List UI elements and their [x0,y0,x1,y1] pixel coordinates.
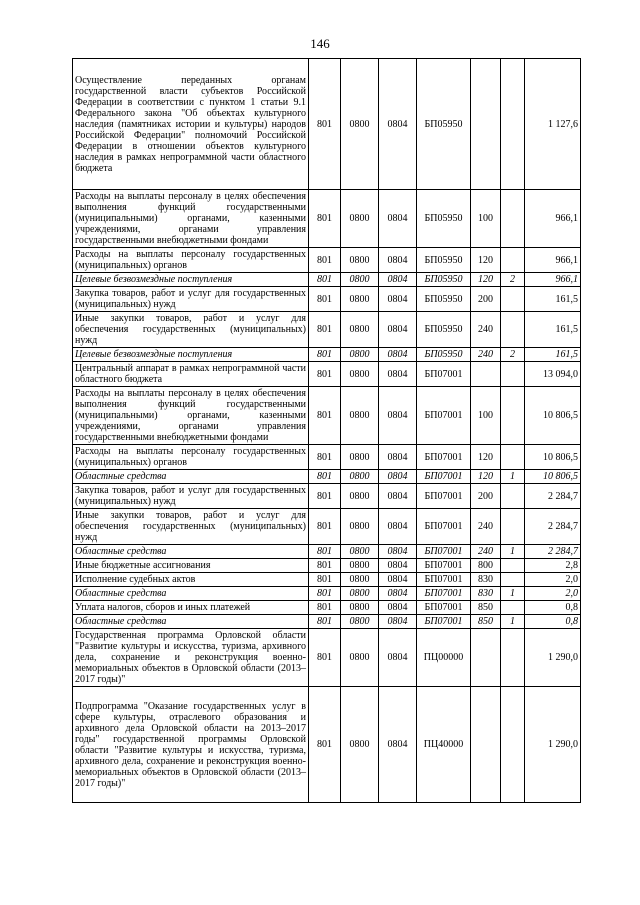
funding-source-code [501,509,525,545]
table-row [73,601,581,615]
funding-source-code [501,484,525,509]
grbs-code: 801 [309,601,341,615]
grbs-code: 801 [309,59,341,190]
expense-type-code: 240 [471,509,501,545]
subsection-code: 0804 [379,687,417,803]
grbs-code: 801 [309,470,341,484]
table-row [73,545,581,559]
funding-source-code: 2 [501,273,525,287]
grbs-code: 801 [309,615,341,629]
table-row [73,348,581,362]
funding-source-code [501,387,525,445]
table-row [73,573,581,587]
grbs-code: 801 [309,559,341,573]
table-row [73,687,581,803]
grbs-code: 801 [309,387,341,445]
row-name: Центральный аппарат в рамках непрограммной части областного бюджета [73,362,309,387]
funding-source-code: 1 [501,615,525,629]
table-row [73,190,581,248]
row-name: Закупка товаров, работ и услуг для государственных (муниципальных) нужд [73,484,309,509]
row-name: Расходы на выплаты персоналу в целях обеспечения выполнения функций государственными (муниципальными) органами, казенными учреждениями, органами управления государственными внебюджетными фондами [73,387,309,445]
subsection-code: 0804 [379,629,417,687]
amount: 161,5 [525,312,581,348]
row-name: Областные средства [73,615,309,629]
section-code: 0800 [341,587,379,601]
section-code: 0800 [341,559,379,573]
subsection-code: 0804 [379,287,417,312]
target-article-code: БП07001 [417,545,471,559]
grbs-code: 801 [309,687,341,803]
section-code: 0800 [341,59,379,190]
table-row [73,287,581,312]
funding-source-code [501,559,525,573]
row-name: Целевые безвозмездные поступления [73,273,309,287]
amount: 966,1 [525,273,581,287]
funding-source-code [501,248,525,273]
section-code: 0800 [341,445,379,470]
funding-source-code [501,573,525,587]
table-row [73,470,581,484]
target-article-code: БП07001 [417,470,471,484]
subsection-code: 0804 [379,509,417,545]
amount: 10 806,5 [525,445,581,470]
subsection-code: 0804 [379,573,417,587]
expense-type-code [471,687,501,803]
grbs-code: 801 [309,545,341,559]
amount: 966,1 [525,190,581,248]
row-name: Областные средства [73,587,309,601]
section-code: 0800 [341,484,379,509]
expense-type-code: 120 [471,273,501,287]
table-row [73,273,581,287]
target-article-code: ПЦ40000 [417,687,471,803]
subsection-code: 0804 [379,470,417,484]
target-article-code: БП07001 [417,509,471,545]
table-row [73,587,581,601]
row-name: Иные закупки товаров, работ и услуг для обеспечения государственных (муниципальных) нужд [73,312,309,348]
table-row [73,387,581,445]
subsection-code: 0804 [379,362,417,387]
grbs-code: 801 [309,573,341,587]
row-name: Расходы на выплаты персоналу в целях обеспечения выполнения функций государственными (муниципальными) органами, казенными учреждениями, органами управления государственными внебюджетными фондами [73,190,309,248]
subsection-code: 0804 [379,190,417,248]
amount: 161,5 [525,348,581,362]
subsection-code: 0804 [379,387,417,445]
table-row [73,445,581,470]
funding-source-code [501,601,525,615]
grbs-code: 801 [309,445,341,470]
section-code: 0800 [341,601,379,615]
expense-type-code: 120 [471,248,501,273]
grbs-code: 801 [309,484,341,509]
section-code: 0800 [341,387,379,445]
subsection-code: 0804 [379,312,417,348]
target-article-code: БП05950 [417,287,471,312]
subsection-code: 0804 [379,59,417,190]
section-code: 0800 [341,629,379,687]
table-row [73,615,581,629]
funding-source-code: 1 [501,470,525,484]
table-row [73,312,581,348]
target-article-code: БП05950 [417,190,471,248]
table-row [73,59,581,190]
expense-type-code: 830 [471,587,501,601]
amount: 2 284,7 [525,509,581,545]
row-name: Расходы на выплаты персоналу государственных (муниципальных) органов [73,445,309,470]
expense-type-code: 200 [471,287,501,312]
amount: 161,5 [525,287,581,312]
target-article-code: ПЦ00000 [417,629,471,687]
amount: 13 094,0 [525,362,581,387]
row-name: Областные средства [73,470,309,484]
funding-source-code [501,190,525,248]
amount: 2,0 [525,573,581,587]
expense-type-code: 100 [471,190,501,248]
subsection-code: 0804 [379,248,417,273]
target-article-code: БП07001 [417,615,471,629]
section-code: 0800 [341,545,379,559]
amount: 2 284,7 [525,545,581,559]
row-name: Областные средства [73,545,309,559]
grbs-code: 801 [309,348,341,362]
subsection-code: 0804 [379,348,417,362]
target-article-code: БП07001 [417,587,471,601]
expense-type-code: 850 [471,615,501,629]
target-article-code: БП05950 [417,273,471,287]
amount: 2 284,7 [525,484,581,509]
funding-source-code [501,362,525,387]
amount: 1 127,6 [525,59,581,190]
amount: 966,1 [525,248,581,273]
row-name: Расходы на выплаты персоналу государственных (муниципальных) органов [73,248,309,273]
amount: 2,8 [525,559,581,573]
funding-source-code [501,445,525,470]
section-code: 0800 [341,509,379,545]
subsection-code: 0804 [379,587,417,601]
page-number: 146 [310,36,330,51]
section-code: 0800 [341,470,379,484]
section-code: 0800 [341,348,379,362]
grbs-code: 801 [309,629,341,687]
target-article-code: БП05950 [417,248,471,273]
funding-source-code [501,59,525,190]
funding-source-code: 2 [501,348,525,362]
target-article-code: БП07001 [417,362,471,387]
amount: 0,8 [525,601,581,615]
row-name: Закупка товаров, работ и услуг для государственных (муниципальных) нужд [73,287,309,312]
subsection-code: 0804 [379,545,417,559]
funding-source-code [501,687,525,803]
grbs-code: 801 [309,312,341,348]
table-row [73,484,581,509]
expense-type-code [471,629,501,687]
section-code: 0800 [341,312,379,348]
row-name: Исполнение судебных актов [73,573,309,587]
grbs-code: 801 [309,362,341,387]
amount: 1 290,0 [525,629,581,687]
section-code: 0800 [341,190,379,248]
expense-type-code: 120 [471,470,501,484]
row-name: Государственная программа Орловской области "Развитие культуры и искусства, туризма, архивного дела, сохранение и реконструкция военно-мемориальных объектов в Орловской области (2013–2017 годы)" [73,629,309,687]
expense-type-code: 850 [471,601,501,615]
expense-type-code: 200 [471,484,501,509]
table-row [73,509,581,545]
amount: 0,8 [525,615,581,629]
amount: 2,0 [525,587,581,601]
amount: 10 806,5 [525,470,581,484]
funding-source-code [501,629,525,687]
subsection-code: 0804 [379,559,417,573]
row-name: Иные бюджетные ассигнования [73,559,309,573]
expense-type-code: 800 [471,559,501,573]
subsection-code: 0804 [379,445,417,470]
grbs-code: 801 [309,509,341,545]
section-code: 0800 [341,287,379,312]
section-code: 0800 [341,615,379,629]
expense-type-code [471,362,501,387]
subsection-code: 0804 [379,484,417,509]
grbs-code: 801 [309,190,341,248]
section-code: 0800 [341,687,379,803]
expense-type-code: 120 [471,445,501,470]
subsection-code: 0804 [379,601,417,615]
table-row [73,559,581,573]
row-name: Целевые безвозмездные поступления [73,348,309,362]
section-code: 0800 [341,248,379,273]
target-article-code: БП07001 [417,601,471,615]
subsection-code: 0804 [379,615,417,629]
subsection-code: 0804 [379,273,417,287]
funding-source-code [501,312,525,348]
grbs-code: 801 [309,287,341,312]
table-row [73,248,581,273]
funding-source-code: 1 [501,545,525,559]
expense-type-code: 100 [471,387,501,445]
expense-type-code: 830 [471,573,501,587]
expense-type-code: 240 [471,312,501,348]
section-code: 0800 [341,273,379,287]
row-name: Подпрограмма "Оказание государственных услуг в сфере культуры, отраслевого образования и архивного дела Орловской области на 2013–2017 годы" государственной программы Орловской области "Развитие культуры и искусства, туризма, архивного дела, сохранение и реконструкция военно-мемориальных объектов в Орловской области (2013–2017 годы)" [73,687,309,803]
grbs-code: 801 [309,273,341,287]
target-article-code: БП05950 [417,312,471,348]
section-code: 0800 [341,573,379,587]
row-name: Иные закупки товаров, работ и услуг для обеспечения государственных (муниципальных) нужд [73,509,309,545]
section-code: 0800 [341,362,379,387]
grbs-code: 801 [309,587,341,601]
funding-source-code [501,287,525,312]
table-body [73,59,581,803]
target-article-code: БП07001 [417,573,471,587]
amount: 1 290,0 [525,687,581,803]
row-name: Осуществление переданных органам государственной власти субъектов Российской Федерации в соответствии с пунктом 1 статьи 9.1 Федерального закона "Об объектах культурного наследия (памятниках истории и культуры) народов Российской Федерации" полномочий Российской Федерации в отношении объектов культурного наследия в рамках непрограммной части областного бюджета [73,59,309,190]
target-article-code: БП07001 [417,387,471,445]
target-article-code: БП05950 [417,59,471,190]
target-article-code: БП07001 [417,559,471,573]
target-article-code: БП07001 [417,484,471,509]
amount: 10 806,5 [525,387,581,445]
table-row [73,362,581,387]
expense-type-code: 240 [471,545,501,559]
table-row [73,629,581,687]
funding-source-code: 1 [501,587,525,601]
grbs-code: 801 [309,248,341,273]
target-article-code: БП07001 [417,445,471,470]
expense-type-code: 240 [471,348,501,362]
target-article-code: БП05950 [417,348,471,362]
budget-table [72,58,581,803]
row-name: Уплата налогов, сборов и иных платежей [73,601,309,615]
expense-type-code [471,59,501,190]
